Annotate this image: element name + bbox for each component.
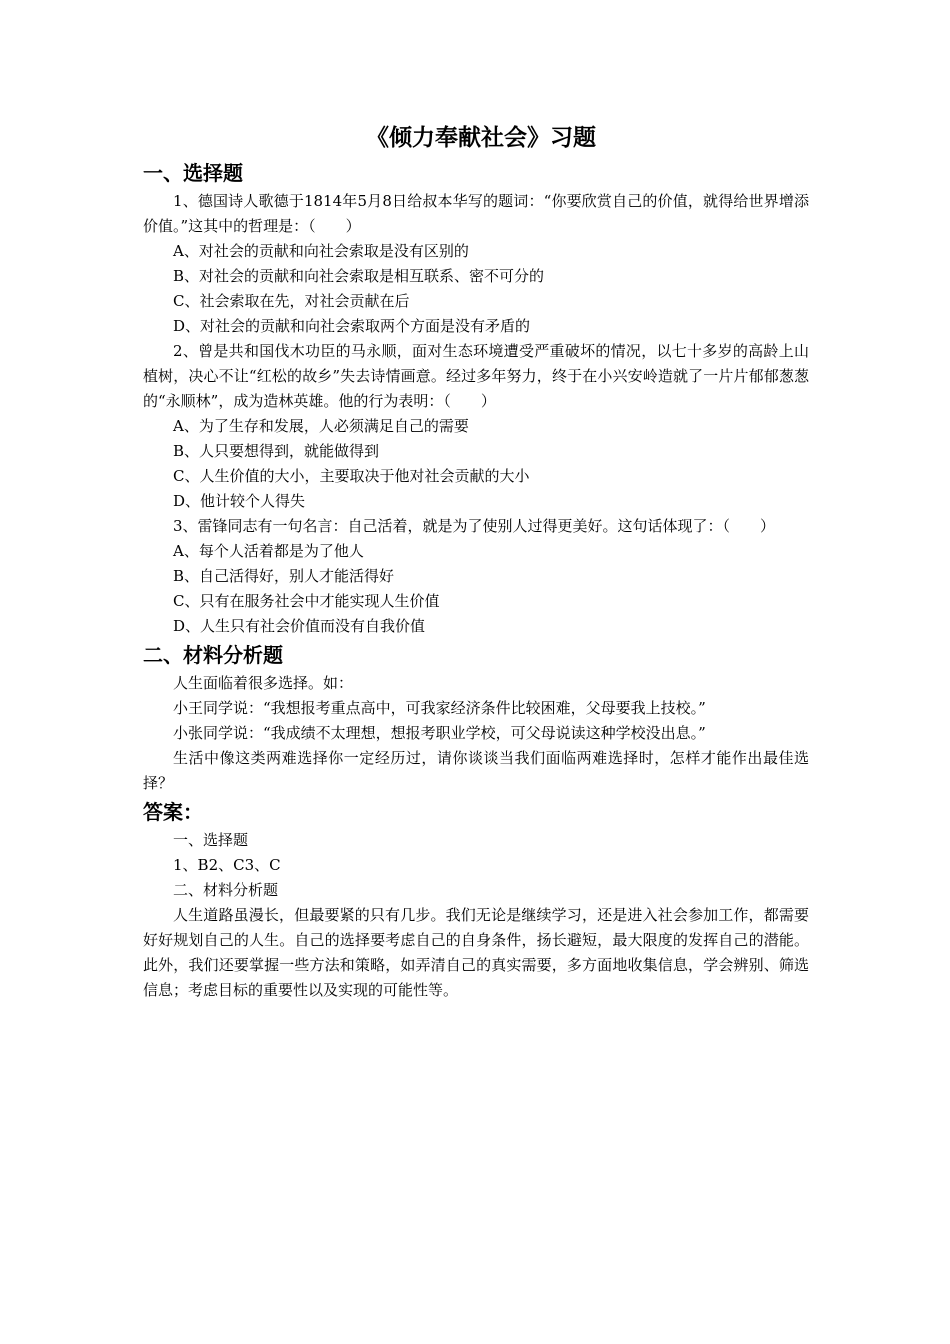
question-option: B、自己活得好，别人才能活得好 — [173, 567, 395, 585]
answer-item: 1、B2、C3、C — [173, 856, 281, 874]
question-stem: 3、雷锋同志有一句名言：自己活着，就是为了使别人过得更美好。这句话体现了：（ ） — [173, 517, 776, 535]
question-option: D、人生只有社会价值而没有自我价值 — [173, 617, 426, 635]
question-option: D、对社会的贡献和向社会索取两个方面是没有矛盾的 — [173, 317, 531, 335]
answer-item: 一、选择题 — [173, 831, 249, 849]
question-option: A、对社会的贡献和向社会索取是没有区别的 — [173, 242, 469, 260]
question-option: C、人生价值的大小，主要取决于他对社会贡献的大小 — [173, 467, 530, 485]
question-2 — [143, 339, 809, 514]
document-title: 《倾力奉献社会》习题 — [366, 125, 596, 151]
material-paragraph: 生活中像这类两难选择你一定经历过，请你谈谈当我们面临两难选择时，怎样才能作出最佳选择？ — [143, 749, 809, 792]
document-page — [143, 119, 809, 1003]
question-1 — [143, 189, 809, 339]
question-option: A、为了生存和发展，人必须满足自己的需要 — [173, 417, 469, 435]
question-option: C、只有在服务社会中才能实现人生价值 — [173, 592, 440, 610]
question-3 — [143, 514, 809, 639]
question-option: C、社会索取在先，对社会贡献在后 — [173, 292, 410, 310]
section-heading-analysis: 二、材料分析题 — [143, 643, 283, 667]
material-paragraph: 小王同学说：“我想报考重点高中，可我家经济条件比较困难，父母要我上技校。” — [173, 699, 706, 717]
question-option: A、每个人活着都是为了他人 — [173, 542, 364, 560]
question-option: B、人只要想得到，就能做得到 — [173, 442, 380, 460]
answer-item: 二、材料分析题 — [173, 881, 279, 899]
answer-essay: 人生道路虽漫长，但最要紧的只有几步。我们无论是继续学习，还是进入社会参加工作，都需要好好规划自己的人生。自己的选择要考虑自己的自身条件，扬长避短，最大限度的发挥自己的潜能。此外，我们还要掌握一些方法和策略，如弄清自己的真实需要，多方面地收集信息，学会辨别、筛选信息；考虑目标的重要性以及实现的可能性等。 — [143, 906, 809, 999]
question-stem: 2、曾是共和国伐木功臣的马永顺，面对生态环境遭受严重破坏的情况，以七十多岁的高龄上山植树，决心不让“红松的故乡”失去诗情画意。经过多年努力，终于在小兴安岭造就了一片片郁郁葱葱的“永顺林”，成为造林英雄。他的行为表明：（ ） — [143, 342, 809, 410]
question-option: D、他计较个人得失 — [173, 492, 306, 510]
question-stem: 1、德国诗人歌德于1814年5月8日给叔本华写的题词：“你要欣赏自己的价值，就得给世界增添价值。”这其中的哲理是：（ ） — [143, 192, 809, 235]
question-option: B、对社会的贡献和向社会索取是相互联系、密不可分的 — [173, 267, 545, 285]
section-heading-answers: 答案： — [143, 800, 203, 824]
section-heading-choice: 一、选择题 — [143, 161, 243, 185]
material-paragraph: 人生面临着很多选择。如： — [173, 674, 354, 692]
material-paragraph: 小张同学说：“我成绩不太理想，想报考职业学校，可父母说读这种学校没出息。” — [173, 724, 706, 742]
